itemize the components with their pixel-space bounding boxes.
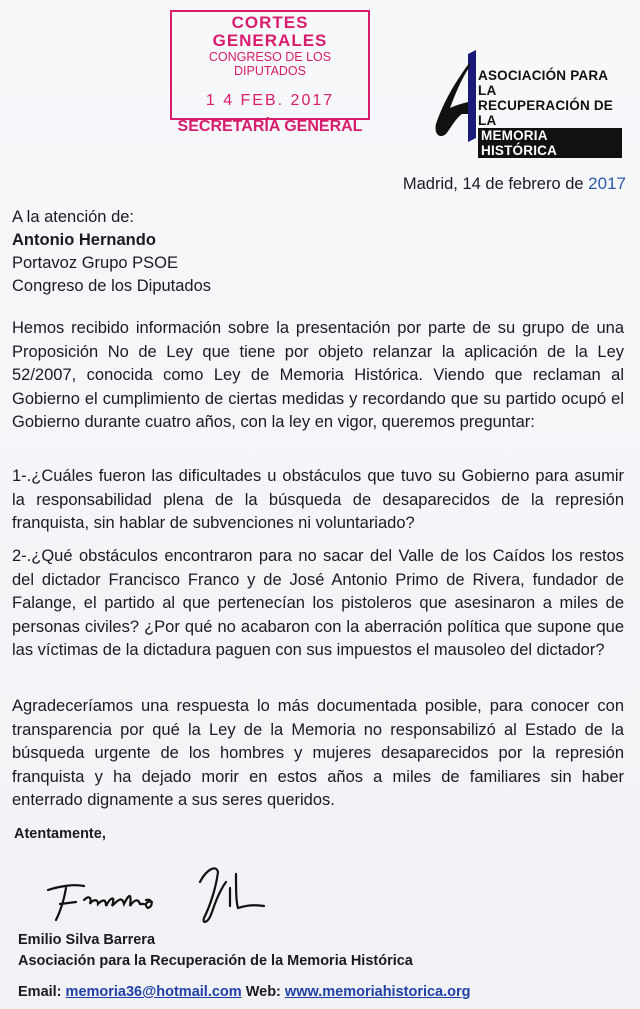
paragraph-question-1: 1-.¿Cuáles fueron las dificultades u obstáculos que tuvo su Gobierno para asumir la responsabilidad plena de la búsqueda de desaparecidos de la represión franquista, sin hablar de subvenciones ni voluntariado?: [12, 467, 624, 532]
stamp-office: SECRETARÍA GENERAL: [177, 118, 363, 135]
email-link[interactable]: memoria36@hotmail.com: [65, 984, 242, 1000]
signature: [40, 860, 300, 930]
stamp-subtitle: CONGRESO DE LOS DIPUTADOS: [208, 50, 332, 78]
closing-salutation: Atentamente,: [14, 826, 106, 842]
paragraph-closing: Agradeceríamos una respuesta lo más documentada posible, para conocer con transparencia por qué la Ley de la Memoria no responsabilizó al Estado de la búsqueda urgente de los hombres y mujeres desaparecidos por la represión franquista y ha dejado morir en estos años a miles de familiares sin haber enterrado dignamente a sus seres queridos.: [12, 697, 624, 809]
signer-organization: Asociación para la Recuperación de la Memoria Histórica: [18, 953, 413, 969]
attention-line: A la atención de:: [12, 208, 135, 226]
signer-block: [18, 930, 413, 972]
contact-line: [18, 984, 471, 1000]
web-label: Web:: [245, 984, 281, 1000]
recipient-org: Congreso de los Diputados: [12, 277, 212, 295]
paragraph-intro: Hemos recibido información sobre la presentación por parte de su grupo de una Proposición No de Ley que tiene por objeto relanzar la aplicación de la Ley 52/2007, conocida como Ley de Memoria Histórica. Viendo que reclaman al Gobierno el cumplimiento de ciertas medidas y recordando que su partido ocupó el Gobierno durante cuatro años, con la ley en vigor, queremos preguntar:: [12, 319, 624, 431]
stamp-title: CORTES GENERALES: [212, 13, 328, 50]
date-year: 2017: [588, 174, 626, 193]
recipient-role: Portavoz Grupo PSOE: [12, 254, 178, 272]
date-text: Madrid, 14 de febrero de: [402, 175, 584, 193]
signer-name: Emilio Silva Barrera: [18, 932, 156, 948]
email-label: Email:: [18, 984, 62, 1000]
recipient-name: Antonio Hernando: [12, 231, 156, 249]
recipient-block: [12, 206, 211, 298]
stamp-date: 1 4 FEB. 2017: [205, 92, 335, 109]
registry-stamp: [170, 10, 370, 135]
armh-logo: [432, 48, 622, 158]
letter-date: [403, 174, 626, 194]
paragraph-question-2: 2-.¿Qué obstáculos encontraron para no sacar del Valle de los Caídos los restos del dictador Francisco Franco y de José Antonio Primo de Rivera, fundador de Falange, el partido al que pertenecían los pistoleros que asesinaron a miles de personas civiles? ¿Por qué no acabaron con la aberración política que supone que las víctimas de la dictadura paguen con sus impuestos el mausoleo del dictador?: [12, 547, 624, 659]
logo-line-1: ASOCIACIÓN PARA LA: [478, 68, 608, 98]
logo-line-3: MEMORIA HISTÓRICA: [478, 128, 622, 158]
logo-line-2: RECUPERACIÓN DE LA: [478, 98, 614, 128]
web-link[interactable]: www.memoriahistorica.org: [284, 984, 471, 1000]
